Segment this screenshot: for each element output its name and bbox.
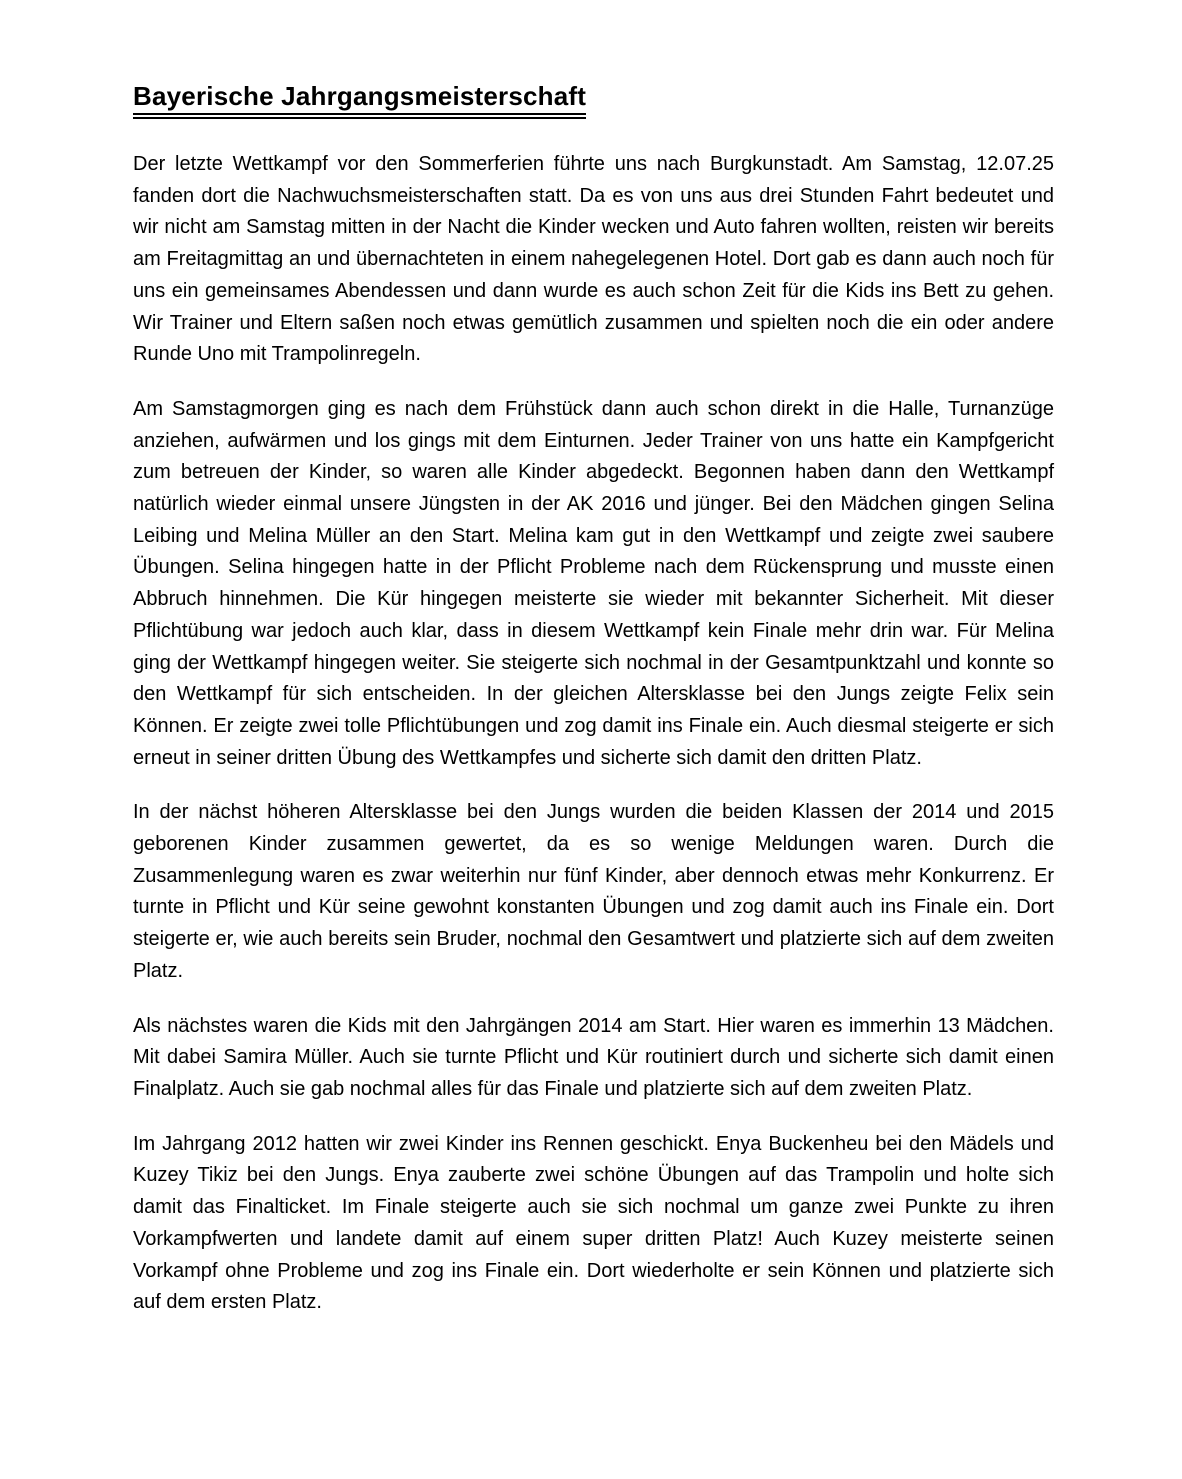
paragraph-year-2012: Im Jahrgang 2012 hatten wir zwei Kinder ins Rennen geschickt. Enya Buckenheu bei den Mädels und Kuzey Tikiz bei den Jungs. Enya zauberte zwei schöne Übungen auf das Trampolin und holte sich damit das Finalticket. Im Finale steigerte auch sie sich nochmal um ganze zwei Punkte zu ihren Vorkampfwerten und landete damit auf einem super dritten Platz! Auch Kuzey meisterte seinen Vorkampf ohne Probleme und zog ins Finale ein. Dort wiederholte er sein Können und platzierte sich auf dem ersten Platz. — [133, 1132, 1054, 1314]
paragraph-boys-2014-2015: In der nächst höheren Altersklasse bei den Jungs wurden die beiden Klassen der 2014 und 2015 geborenen Kinder zusammen gewertet, da es so wenige Meldungen waren. Durch die Zusammenlegung waren es zwar weiterhin nur fünf Kinder, aber dennoch etwas mehr Konkurrenz. Er turnte in Pflicht und Kür seine gewohnt konstanten Übungen und zog damit auch ins Finale ein. Dort steigerte er, wie auch bereits sein Bruder, nochmal den Gesamtwert und platzierte sich auf dem zweiten Platz. — [133, 801, 1054, 982]
page-title — [133, 80, 1054, 119]
paragraph-saturday-competition: Am Samstagmorgen ging es nach dem Frühstück dann auch schon direkt in die Halle, Turnanzüge anziehen, aufwärmen und los gings mit dem Einturnen. Jeder Trainer von uns hatte ein Kampfgericht zum betreuen der Kinder, so waren alle Kinder abgedeckt. Begonnen haben dann den Wettkampf natürlich wieder einmal unsere Jüngsten in der AK 2016 und jünger. Bei den Mädchen gingen Selina Leibing und Melina Müller an den Start. Melina kam gut in den Wettkampf und zeigte zwei saubere Übungen. Selina hingegen hatte in der Pflicht Probleme nach dem Rückensprung und musste einen Abbruch hinnehmen. Die Kür hingegen meisterte sie wieder mit bekannter Sicherheit. Mit dieser Pflichtübung war jedoch auch klar, dass in diesem Wettkampf kein Finale mehr drin war. Für Melina ging der Wettkampf hingegen weiter. Sie steigerte sich nochmal in der Gesamtpunktzahl und konnte so den Wettkampf für sich entscheiden. In der gleichen Altersklasse bei den Jungs zeigte Felix sein Können. Er zeigte zwei tolle Pflichtübungen und zog damit ins Finale ein. Auch diesmal steigerte er sich erneut in seiner dritten Übung des Wettkampfes und sicherte sich damit den dritten Platz. — [133, 397, 1054, 769]
page-title-text: Bayerische Jahrgangsmeisterschaft — [133, 80, 586, 119]
paragraph-girls-2014: Als nächstes waren die Kids mit den Jahrgängen 2014 am Start. Hier waren es immerhin 13 Mädchen. Mit dabei Samira Müller. Auch sie turnte Pflicht und Kür routiniert durch und sicherte sich damit einen Finalplatz. Auch sie gab nochmal alles für das Finale und platzierte sich auf dem zweiten Platz. — [133, 1014, 1054, 1100]
paragraph-trip-intro: Der letzte Wettkampf vor den Sommerferien führte uns nach Burgkunstadt. Am Samstag, 12.07.25 fanden dort die Nachwuchsmeisterschaften statt. Da es von uns aus drei Stunden Fahrt bedeutet und wir nicht am Samstag mitten in der Nacht die Kinder wecken und Auto fahren wollten, reisten wir bereits am Freitagmittag an und übernachteten in einem nahegelegenen Hotel. Dort gab es dann auch noch für uns ein gemeinsames Abendessen und dann wurde es auch schon Zeit für die Kids ins Bett zu gehen. Wir Trainer und Eltern saßen noch etwas gemütlich zusammen und spielten noch die ein oder andere Runde Uno mit Trampolinregeln. — [133, 153, 1054, 366]
